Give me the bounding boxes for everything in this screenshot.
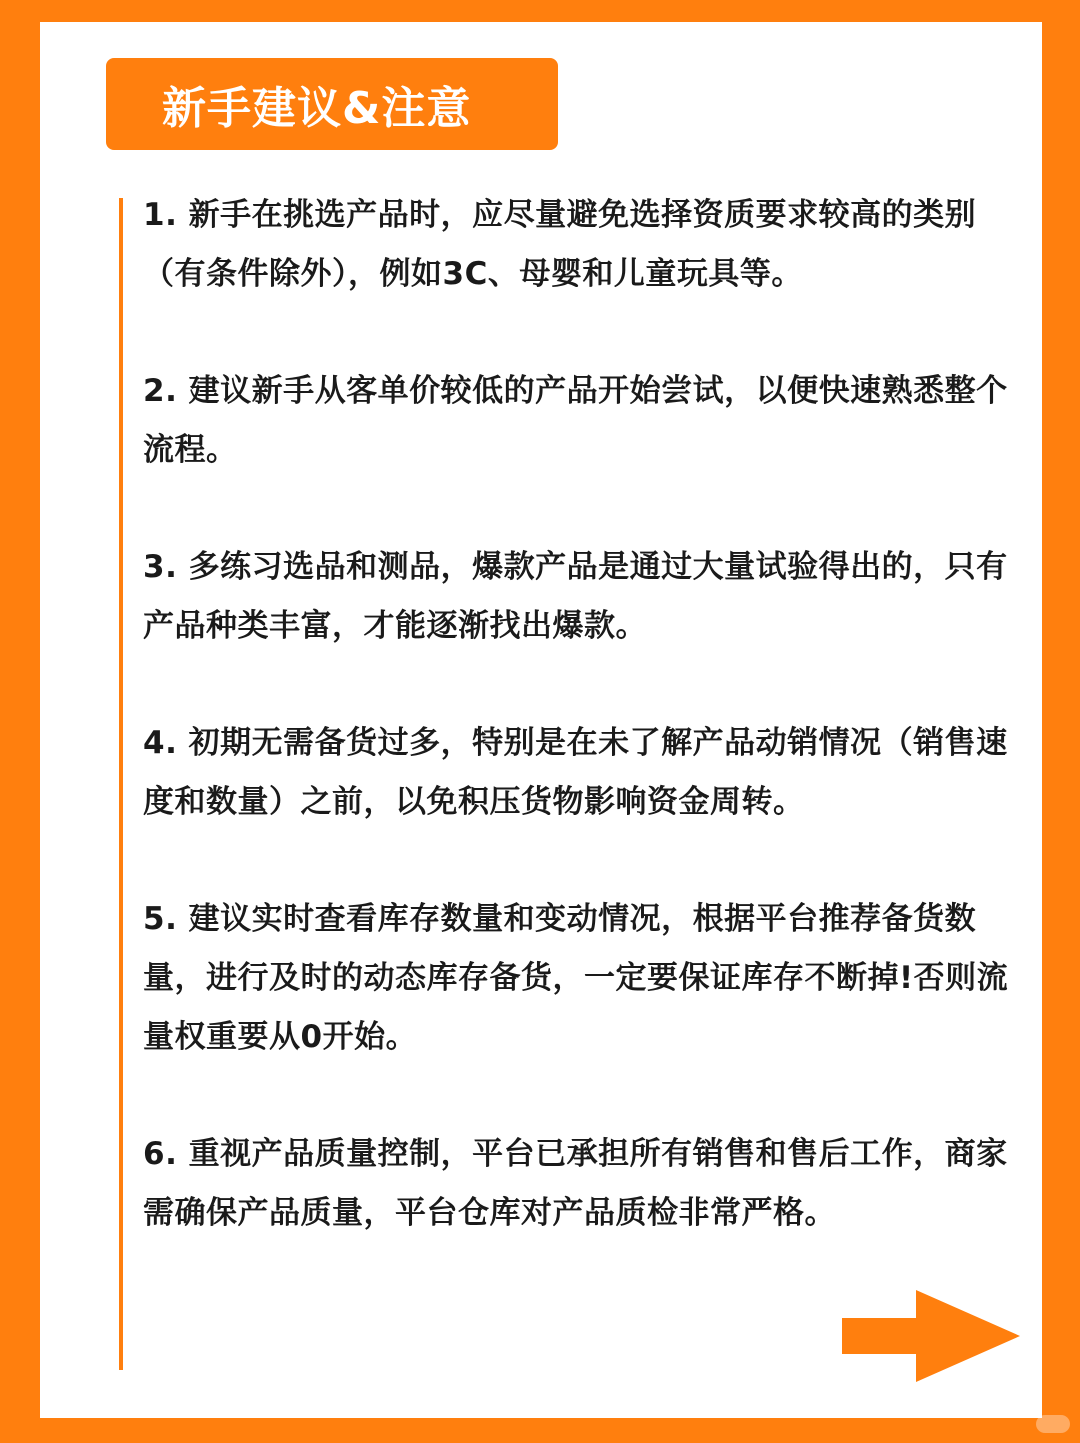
tips-list	[143, 186, 1017, 1301]
page-title: 新手建议&注意	[162, 83, 472, 134]
tip-item-5: 5. 建议实时查看库存数量和变动情况，根据平台推荐备货数量，进行及时的动态库存备货，一定要保证库存不断掉!否则流量权重要从0开始。	[143, 901, 1009, 1055]
tip-item-4: 4. 初期无需备货过多，特别是在未了解产品动销情况（销售速度和数量）之前，以免积压货物影响资金周转。	[143, 725, 1008, 820]
tip-item-6: 6. 重视产品质量控制，平台已承担所有销售和售后工作，商家需确保产品质量，平台仓库对产品质检非常严格。	[143, 1136, 1008, 1231]
title-badge	[106, 58, 558, 150]
accent-line	[119, 198, 123, 1370]
tip-item-2: 2. 建议新手从客单价较低的产品开始尝试，以便快速熟悉整个流程。	[143, 373, 1008, 468]
tip-item-1: 1. 新手在挑选产品时，应尽量避免选择资质要求较高的类别（有条件除外），例如3C、母婴和儿童玩具等。	[143, 197, 977, 292]
tip-item-3: 3. 多练习选品和测品，爆款产品是通过大量试验得出的，只有产品种类丰富，才能逐渐找出爆款。	[143, 549, 1008, 644]
watermark	[1036, 1415, 1070, 1433]
arrow-right-icon[interactable]	[842, 1290, 1020, 1382]
